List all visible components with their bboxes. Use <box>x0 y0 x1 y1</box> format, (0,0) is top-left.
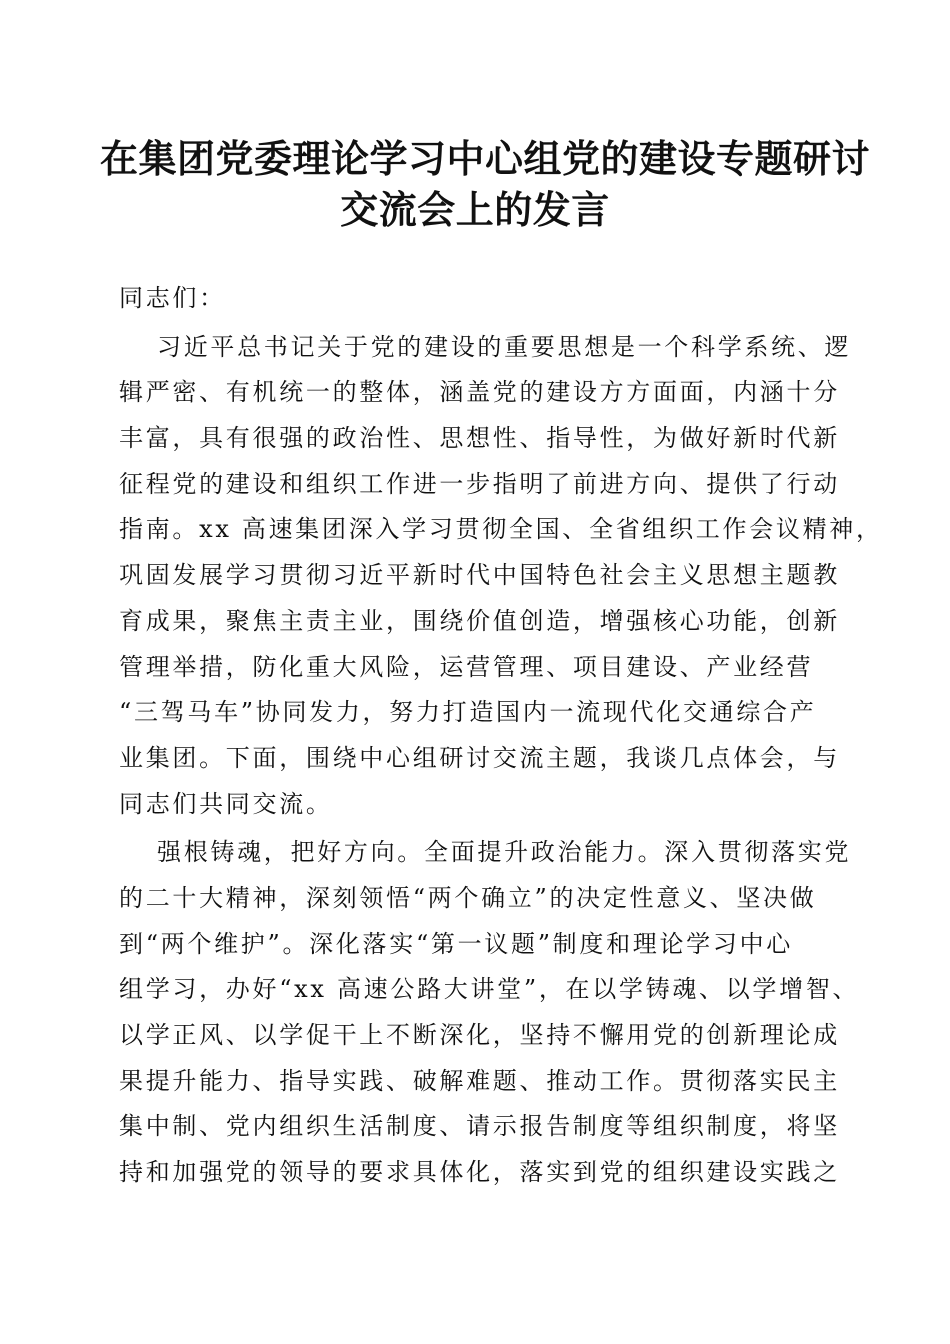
paragraph-line: 果提升能力、指导实践、破解难题、推动工作。贯彻落实民主 <box>119 1066 840 1095</box>
paragraph-line: 组学习，办好“xx 高速公路大讲堂”，在以学铸魂、以学增智、 <box>119 975 860 1004</box>
paragraph-line: 育成果，聚焦主责主业，围绕价值创造，增强核心功能，创新 <box>119 606 840 635</box>
paragraph-2 <box>119 830 860 1196</box>
paragraph-line: 以学正风、以学促干上不断深化，坚持不懈用党的创新理论成 <box>119 1021 840 1049</box>
paragraph-line: 业集团。下面，围绕中心组研讨交流主题，我谈几点体会，与 <box>119 743 840 772</box>
paragraph-line: 辑严密、有机统一的整体，涵盖党的建设方方面面，内涵十分 <box>119 378 840 407</box>
paragraph-line: 同志们共同交流。 <box>119 789 333 818</box>
paragraph-line: 征程党的建设和组织工作进一步指明了前进方向、提供了行动 <box>119 469 840 498</box>
paragraph-line: 习近平总书记关于党的建设的重要思想是一个科学系统、逻 <box>157 332 852 361</box>
title-line-1: 在集团党委理论学习中心组党的建设专题研讨 <box>100 136 871 181</box>
paragraph-line: 指南。xx 高速集团深入学习贯彻全国、全省组织工作会议精神， <box>119 515 883 544</box>
paragraph-line: 丰富，具有很强的政治性、思想性、指导性，为做好新时代新 <box>119 424 840 453</box>
paragraph-line: 巩固发展学习贯彻习近平新时代中国特色社会主义思想主题教 <box>119 561 840 590</box>
paragraph-line: 的二十大精神，深刻领悟“两个确立”的决定性意义、坚决做 <box>119 883 817 912</box>
paragraph-1 <box>119 325 883 828</box>
paragraph-line: 强根铸魂，把好方向。全面提升政治能力。深入贯彻落实党 <box>157 838 852 867</box>
title-line-2: 交流会上的发言 <box>340 187 610 232</box>
paragraph-line: 集中制、党内组织生活制度、请示报告制度等组织制度，将坚 <box>119 1112 840 1141</box>
paragraph-line: 管理举措，防化重大风险，运营管理、项目建设、产业经营 <box>119 652 814 681</box>
page-title <box>100 133 871 235</box>
paragraph-line: 持和加强党的领导的要求具体化，落实到党的组织建设实践之 <box>119 1158 840 1187</box>
salutation: 同志们： <box>119 284 226 312</box>
document-body <box>119 276 883 1196</box>
paragraph-line: “三驾马车”协同发力，努力打造国内一流现代化交通综合产 <box>119 698 817 727</box>
paragraph-line: 到“两个维护”。深化落实“第一议题”制度和理论学习中心 <box>119 929 793 958</box>
